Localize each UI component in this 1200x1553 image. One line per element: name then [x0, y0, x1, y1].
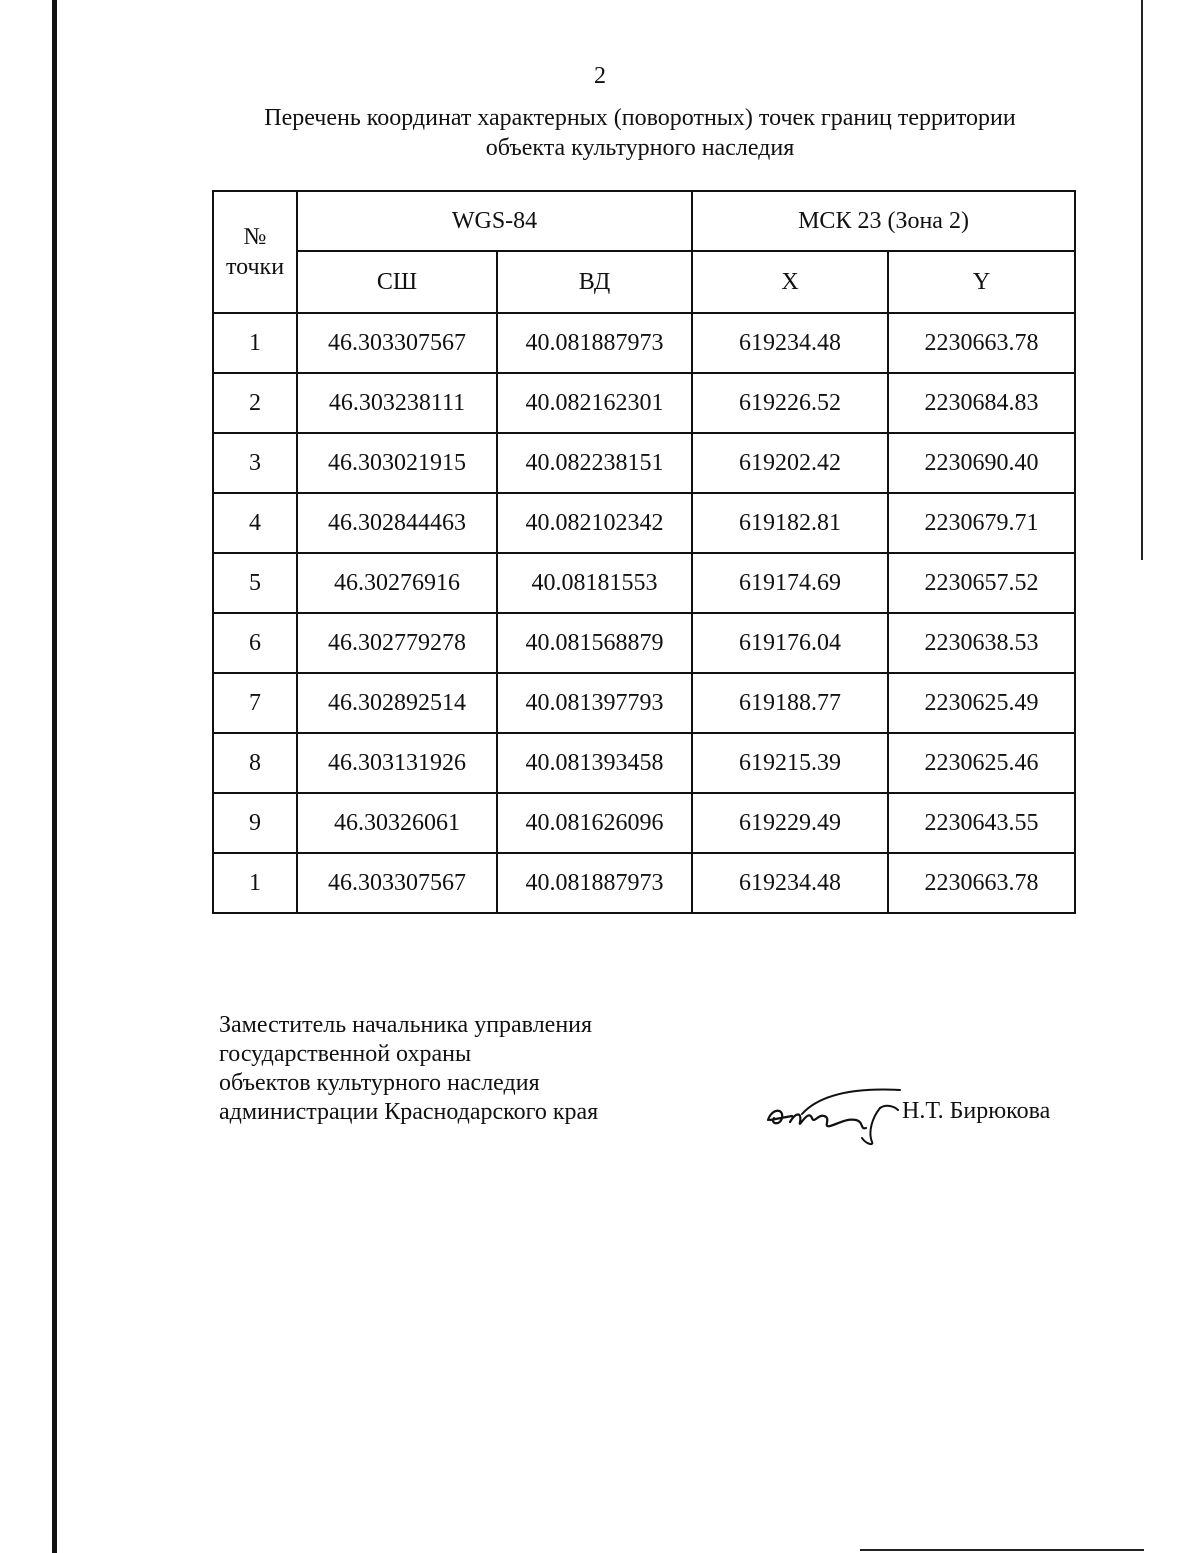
header-x: X — [692, 251, 888, 313]
cell-point-number: 4 — [213, 493, 297, 553]
cell-latitude: 46.302892514 — [297, 673, 497, 733]
header-latitude: СШ — [297, 251, 497, 313]
handwritten-signature — [762, 1078, 902, 1148]
header-y: Y — [888, 251, 1075, 313]
header-group-msk23: МСК 23 (Зона 2) — [692, 191, 1075, 251]
table-row — [213, 733, 1075, 793]
cell-x: 619234.48 — [692, 853, 888, 913]
cell-x: 619182.81 — [692, 493, 888, 553]
cell-longitude: 40.082162301 — [497, 373, 692, 433]
document-title — [200, 103, 1080, 163]
cell-latitude: 46.302844463 — [297, 493, 497, 553]
cell-y: 2230679.71 — [888, 493, 1075, 553]
cell-x: 619174.69 — [692, 553, 888, 613]
cell-x: 619176.04 — [692, 613, 888, 673]
document-title-line-2: объекта культурного наследия — [485, 135, 795, 161]
cell-y: 2230638.53 — [888, 613, 1075, 673]
scan-border-right — [1141, 0, 1143, 560]
cell-x: 619215.39 — [692, 733, 888, 793]
cell-latitude: 46.303238111 — [297, 373, 497, 433]
cell-longitude: 40.081568879 — [497, 613, 692, 673]
cell-longitude: 40.081887973 — [497, 313, 692, 373]
cell-y: 2230625.49 — [888, 673, 1075, 733]
cell-longitude: 40.081626096 — [497, 793, 692, 853]
cell-y: 2230625.46 — [888, 733, 1075, 793]
cell-latitude: 46.30276916 — [297, 553, 497, 613]
cell-x: 619234.48 — [692, 313, 888, 373]
table-row — [213, 373, 1075, 433]
scan-border-left — [52, 0, 57, 1553]
cell-point-number: 1 — [213, 313, 297, 373]
signatory-position-line: Заместитель начальника управления — [219, 1012, 593, 1038]
cell-y: 2230684.83 — [888, 373, 1075, 433]
table-row — [213, 673, 1075, 733]
cell-y: 2230663.78 — [888, 853, 1075, 913]
cell-y: 2230690.40 — [888, 433, 1075, 493]
coordinates-table — [212, 190, 1076, 914]
signatory-name: Н.Т. Бирюкова — [902, 1098, 1051, 1124]
header-longitude: ВД — [497, 251, 692, 313]
cell-point-number: 6 — [213, 613, 297, 673]
signatory-position — [219, 1011, 739, 1127]
table-row — [213, 853, 1075, 913]
cell-latitude: 46.303131926 — [297, 733, 497, 793]
table-row — [213, 433, 1075, 493]
document-title-line-1: Перечень координат характерных (поворотных) точек границ территории — [264, 105, 1016, 131]
cell-latitude: 46.303021915 — [297, 433, 497, 493]
cell-x: 619202.42 — [692, 433, 888, 493]
signatory-position-line: объектов культурного наследия — [219, 1070, 540, 1096]
cell-longitude: 40.082102342 — [497, 493, 692, 553]
cell-latitude: 46.303307567 — [297, 313, 497, 373]
cell-y: 2230657.52 — [888, 553, 1075, 613]
cell-y: 2230663.78 — [888, 313, 1075, 373]
header-number-sign: № — [243, 224, 267, 250]
cell-point-number: 2 — [213, 373, 297, 433]
table-row — [213, 493, 1075, 553]
cell-x: 619229.49 — [692, 793, 888, 853]
cell-y: 2230643.55 — [888, 793, 1075, 853]
cell-latitude: 46.302779278 — [297, 613, 497, 673]
table-row — [213, 553, 1075, 613]
cell-point-number: 1 — [213, 853, 297, 913]
cell-point-number: 3 — [213, 433, 297, 493]
header-group-wgs84: WGS-84 — [297, 191, 692, 251]
header-point-number — [213, 191, 297, 313]
cell-point-number: 7 — [213, 673, 297, 733]
cell-latitude: 46.303307567 — [297, 853, 497, 913]
scan-line-bottom — [860, 1549, 1144, 1551]
page-number: 2 — [594, 63, 606, 89]
cell-longitude: 40.081887973 — [497, 853, 692, 913]
cell-latitude: 46.30326061 — [297, 793, 497, 853]
cell-point-number: 8 — [213, 733, 297, 793]
cell-x: 619226.52 — [692, 373, 888, 433]
cell-point-number: 5 — [213, 553, 297, 613]
cell-x: 619188.77 — [692, 673, 888, 733]
signatory-position-line: государственной охраны — [219, 1041, 472, 1067]
cell-longitude: 40.082238151 — [497, 433, 692, 493]
cell-longitude: 40.081397793 — [497, 673, 692, 733]
table-row — [213, 793, 1075, 853]
cell-point-number: 9 — [213, 793, 297, 853]
cell-longitude: 40.081393458 — [497, 733, 692, 793]
table-row — [213, 313, 1075, 373]
header-point-label: точки — [225, 254, 285, 280]
table-row — [213, 613, 1075, 673]
cell-longitude: 40.08181553 — [497, 553, 692, 613]
signatory-position-line: администрации Краснодарского края — [219, 1099, 599, 1125]
